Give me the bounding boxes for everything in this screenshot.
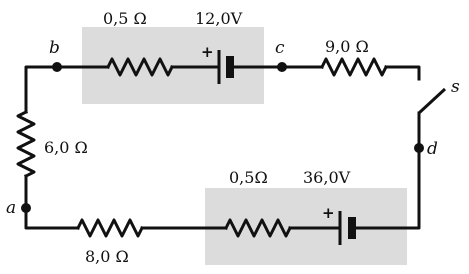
lower-resistor xyxy=(78,220,142,236)
node-c-label: c xyxy=(275,38,285,58)
switch-label: s xyxy=(451,77,460,97)
left-resistor-label: 6,0 Ω xyxy=(44,138,88,157)
node-a-label: a xyxy=(6,198,17,218)
left-resistor xyxy=(18,112,34,176)
node-c-dot xyxy=(277,62,287,72)
lower-emf-label: 36,0V xyxy=(303,168,351,187)
upper-emf-label: 12,0V xyxy=(195,9,243,28)
upper-external-resistor-label: 9,0 Ω xyxy=(325,37,369,56)
node-a-dot xyxy=(21,203,31,213)
upper-internal-resistance-label: 0,5 Ω xyxy=(103,9,147,28)
upper-external-resistor xyxy=(322,59,386,75)
lower-resistor-label: 8,0 Ω xyxy=(85,247,129,266)
lower-internal-resistance-label: 0,5Ω xyxy=(229,168,268,187)
node-b-dot xyxy=(52,62,62,72)
node-d-dot xyxy=(414,143,424,153)
switch-blade xyxy=(419,89,445,113)
node-d-label: d xyxy=(427,139,438,159)
left-wire-bottom xyxy=(26,176,78,228)
node-b-label: b xyxy=(49,38,60,58)
top-wire-right xyxy=(386,67,419,79)
lower-battery-plus: + xyxy=(322,204,335,222)
upper-battery-plus: + xyxy=(201,43,214,61)
